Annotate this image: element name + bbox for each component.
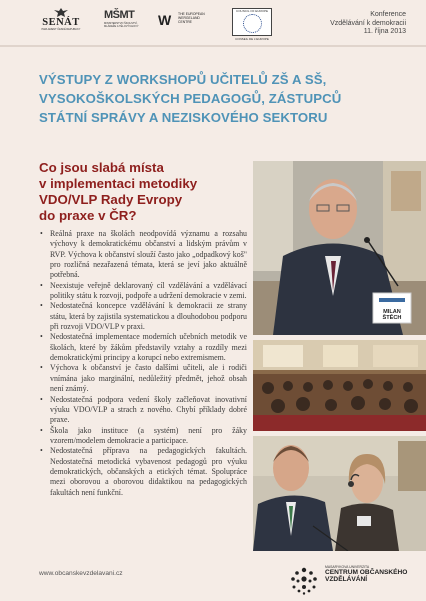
list-item: • Nedostatečná implementace moderních učebních metodik ve školách, které by žákům představily vztahy a rozdíly mezi demokratickými principy a korupcí nebo extremismem. <box>39 332 247 363</box>
page-title <box>39 70 409 127</box>
participants-illustration <box>253 436 426 551</box>
audience-photo <box>253 340 426 431</box>
council-of-europe-logo <box>232 8 272 41</box>
wergeland-line2: WERGELAND <box>178 16 200 21</box>
conference-line2: Vzdělávání k demokracii <box>330 19 406 27</box>
website-link[interactable]: www.obcanskevzdelavani.cz <box>39 570 123 577</box>
msmt-subtitle: MINISTERSTVO ŠKOLSTVÍ, MLÁDEŽE A TĚLOVÝCHOVY <box>104 22 139 28</box>
section-heading <box>39 160 249 224</box>
list-item: • Reálná praxe na školách neodpovídá významu a rozsahu výchovy k demokratickému občanství a lidským právům v RVP. Výchova k občanství slouží často jako „odpadkový koš" pro rozličná nezařazená témata, která se jeví jako aktuálně potřebná. <box>39 229 247 281</box>
list-item: • Neexistuje veřejně deklarovaný cíl vzdělávání a vzdělávací politiky státu k rozvoji, podpoře a udržení demokracie v zemi. <box>39 281 247 302</box>
logo-centre-text: CENTRUM OBČANSKÉHO <box>325 569 408 576</box>
heading-line1: Co jsou slabá místa <box>39 160 164 175</box>
list-item: • Škola jako instituce (a systém) není pro žáky vzorem/modelem demokracie a participace. <box>39 426 247 447</box>
logo-education-text: VZDĚLÁVÁNÍ <box>325 576 368 583</box>
audience-illustration <box>253 340 426 431</box>
list-item: • Nedostatečná příprava na pedagogických fakultách. Nedostatečná metodická vybavenost pedagogů pro výuku demokratických, občanských a etických témat. Spolupráce mezi oborovou a oborovou didaktikou na pedagogických fakultách není funkční. <box>39 446 247 498</box>
header-logos <box>0 0 426 44</box>
conference-info <box>330 11 406 37</box>
nameplate-line2: ŠTĚCH <box>382 315 402 321</box>
heading-line2: v implementaci metodiky <box>39 176 198 191</box>
conference-line1: Konference <box>370 11 406 18</box>
header-divider <box>0 45 426 47</box>
senat-subtitle: PARLAMENT ČESKÉ REPUBLIKY <box>41 28 81 31</box>
coe-top-text: COUNCIL OF EUROPE <box>236 9 268 13</box>
conference-line3: 11. října 2013 <box>363 28 406 35</box>
coe-bottom-text: CONSEIL DE L'EUROPE <box>235 37 269 41</box>
heading-line3: VDO/VLP Rady Evropy <box>39 192 183 207</box>
wergeland-line1: THE EUROPEAN <box>178 12 205 16</box>
wergeland-text <box>178 12 205 25</box>
speaker-photo <box>253 161 426 335</box>
title-line3: STÁTNÍ SPRÁVY A NEZISKOVÉHO SEKTORU <box>39 110 328 125</box>
msmt-logo <box>104 9 146 28</box>
senat-logo <box>40 8 82 31</box>
participants-photo <box>253 436 426 551</box>
msmt-mark: MŠMT <box>104 9 135 21</box>
wergeland-line3: CENTRE <box>178 20 192 25</box>
title-line1: VÝSTUPY Z WORKSHOPŮ UČITELŮ ZŠ A SŠ, <box>39 72 327 87</box>
logo-university-text: MASARYKOVA UNIVERZITA <box>325 565 370 569</box>
list-item: • Nedostatečná koncepce vzdělávání k demokracii ze strany státu, která by zajistila systematickou a dlouhodobou podporu při rozvoji VDO/VLP v praxi. <box>39 301 247 332</box>
eagle-icon <box>54 8 68 17</box>
stars-icon <box>243 14 262 33</box>
nameplate <box>373 309 411 321</box>
senat-name: SENÁT <box>42 17 80 28</box>
coe-box <box>232 8 272 36</box>
list-item: • Výchova k občanství je často dalšími učiteli, ale i rodiči vnímána jako marginální, nedůležitý předmět, jehož obsah není známý. <box>39 363 247 394</box>
title-line2: VYSOKOŠKOLSKÝCH PEDAGOGŮ, ZÁSTUPCŮ <box>39 91 342 106</box>
dots-logo-icon <box>289 567 319 595</box>
wergeland-mark: W <box>158 12 172 28</box>
heading-line4: do praxe v ČR? <box>39 208 137 223</box>
nameplate-line1: MILAN <box>383 309 401 315</box>
list-item: • Nedostatečná podpora vedení školy začleňovat inovativní výuku VDO/VLP a strach z nového. Chybí příklady dobré praxe. <box>39 395 247 426</box>
weak-points-list <box>39 229 247 498</box>
